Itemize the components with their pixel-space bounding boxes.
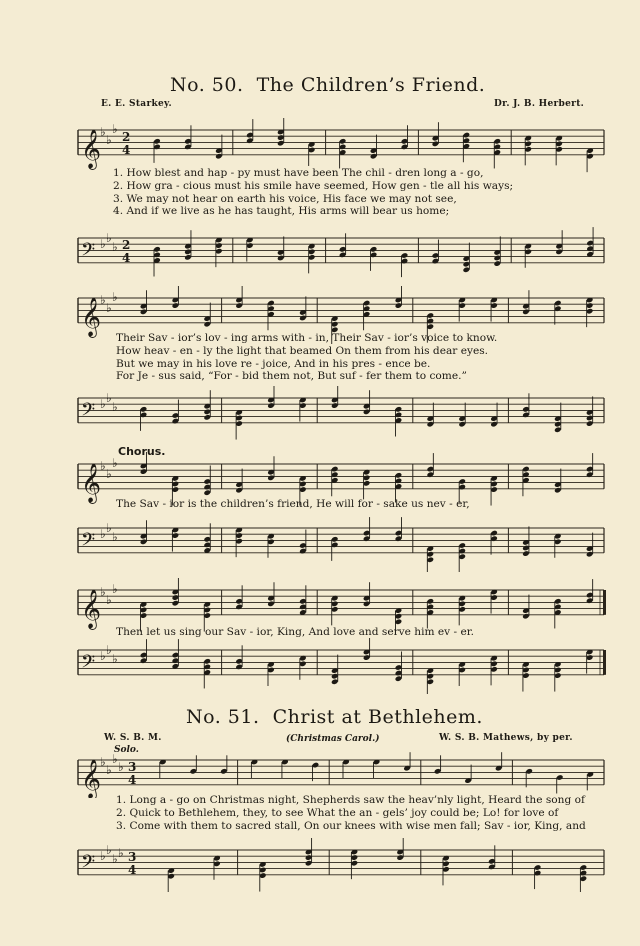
time-signature-top: 3 [128,850,137,864]
verse-line: But we may in his love re - joice, And in his pres - ence be. [116,357,431,370]
flat-icon: ♭ [100,849,106,863]
flat-icon: ♭ [112,530,118,544]
flat-icon: ♭ [112,456,118,470]
flat-icon: ♭ [100,293,106,307]
hymn-50-chorus-line-1: The Sav - ior is the children’s friend, He will for - sake us nev - er, [116,498,470,510]
verse-line: How heav - en - ly the light that beamed On them from his dear eyes. [116,344,489,357]
flat-icon: ♭ [100,585,106,599]
hymn-50-system-4-bass-staff [0,638,640,694]
flat-icon: ♭ [112,122,118,136]
hymn-50-chorus-line-2: Then let us sing our Sav - ior, King, And love and serve him ev - er. [116,626,475,638]
chorus-label: Chorus. [118,445,166,458]
treble-clef-icon: 𝄞 [81,588,102,629]
time-signature-top: 2 [122,238,131,252]
hymn-51-composer: W. S. B. Mathews, by per. [439,733,573,743]
flat-icon: ♭ [100,527,106,541]
flat-icon: ♭ [112,240,118,254]
hymn-50-system-1-bass-staff [0,224,640,282]
hymn-50-title: The Children’s Friend. [256,74,486,96]
flat-icon: ♭ [100,125,106,139]
time-signature-bottom: 4 [122,143,131,157]
time-signature-top: 3 [128,760,137,774]
hymn-51-title-line [186,706,483,728]
flat-icon: ♭ [106,843,112,857]
hymn-51-bass-staff [0,838,640,892]
flat-icon: ♭ [106,763,112,777]
flat-icon: ♭ [100,237,106,251]
flat-icon: ♭ [118,760,124,774]
final-barline-thick [603,650,606,675]
bass-clef-icon: 𝄢 [81,851,96,877]
treble-clef-icon: 𝄞 [81,462,102,503]
treble-clef-icon: 𝄞 [81,758,102,798]
flat-icon: ♭ [106,643,112,657]
verse-line: 1. How blest and hap - py must have been The chil - dren long a - go, [113,167,484,179]
verse-line: For Je - sus said, “For - bid them not, But suf - fer them to come.” [116,370,467,383]
flat-icon: ♭ [106,593,112,607]
time-signature-bottom: 4 [122,251,131,265]
verse-line: 1. Long a - go on Christmas night, Shepherds saw the heav’nly light, Heard the song of [116,794,585,806]
hymn-50-verse-lines-b [116,332,497,383]
flat-icon: ♭ [112,752,118,766]
verse-line: 4. And if we live as he has taught, His arms will bear us home; [113,205,450,218]
hymn-51-title: Christ at Bethlehem. [272,706,483,728]
hymn-51-verse-lines [116,794,586,832]
treble-clef-icon: 𝄞 [81,296,102,337]
bass-clef-icon: 𝄢 [81,399,96,425]
hymn-50-system-2-bass-staff [0,386,640,442]
solo-label: Solo. [114,745,139,755]
verse-line: 3. We may not hear on earth his voice, His face we may not see, [113,192,457,205]
hymn-51-number: No. 51. [186,706,260,728]
verse-line: Their Sav - ior’s lov - ing arms with - in, Their Sav - ior’s voice to know. [116,332,498,344]
bass-clef-icon: 𝄢 [81,651,96,677]
flat-icon: ♭ [106,133,112,147]
flat-icon: ♭ [106,231,112,245]
flat-icon: ♭ [112,652,118,666]
flat-icon: ♭ [100,459,106,473]
time-signature-bottom: 4 [128,863,137,877]
flat-icon: ♭ [100,397,106,411]
treble-clef-icon: 𝄞 [81,128,102,169]
bass-clef-icon: 𝄢 [81,529,96,555]
flat-icon: ♭ [112,852,118,866]
hymn-50-number: No. 50. [170,74,244,96]
flat-icon: ♭ [106,521,112,535]
final-barline-thick [603,590,606,615]
hymn-50-title-line [170,74,485,96]
verse-line: 2. Quick to Bethlehem, they, to see What the an - gels’ joy could be; Lo! for love of [116,806,559,819]
bass-clef-icon: 𝄢 [81,239,96,265]
hymn-50-composer: Dr. J. B. Herbert. [494,99,585,109]
hymn-50-verse-lines-a [113,167,513,218]
time-signature-top: 2 [122,130,131,144]
verse-line: 2. How gra - cious must his smile have seemed, How gen - tle all his ways; [113,179,514,192]
flat-icon: ♭ [106,467,112,481]
hymn-51-author: W. S. B. M. [104,733,162,743]
hymn-51-subtitle: (Christmas Carol.) [286,734,380,744]
flat-icon: ♭ [100,755,106,769]
flat-icon: ♭ [112,582,118,596]
hymn-51-treble-staff [0,750,640,798]
flat-icon: ♭ [118,846,124,860]
verse-line: 3. Come with them to sacred stall, On our knees with wise men fall; Sav - ior, King, and [116,819,586,832]
flat-icon: ♭ [112,290,118,304]
flat-icon: ♭ [106,301,112,315]
hymn-50-system-3-bass-staff [0,514,640,572]
time-signature-bottom: 4 [128,773,137,787]
flat-icon: ♭ [100,649,106,663]
flat-icon: ♭ [112,400,118,414]
hymn-50-author: E. E. Starkey. [101,99,172,109]
flat-icon: ♭ [106,391,112,405]
